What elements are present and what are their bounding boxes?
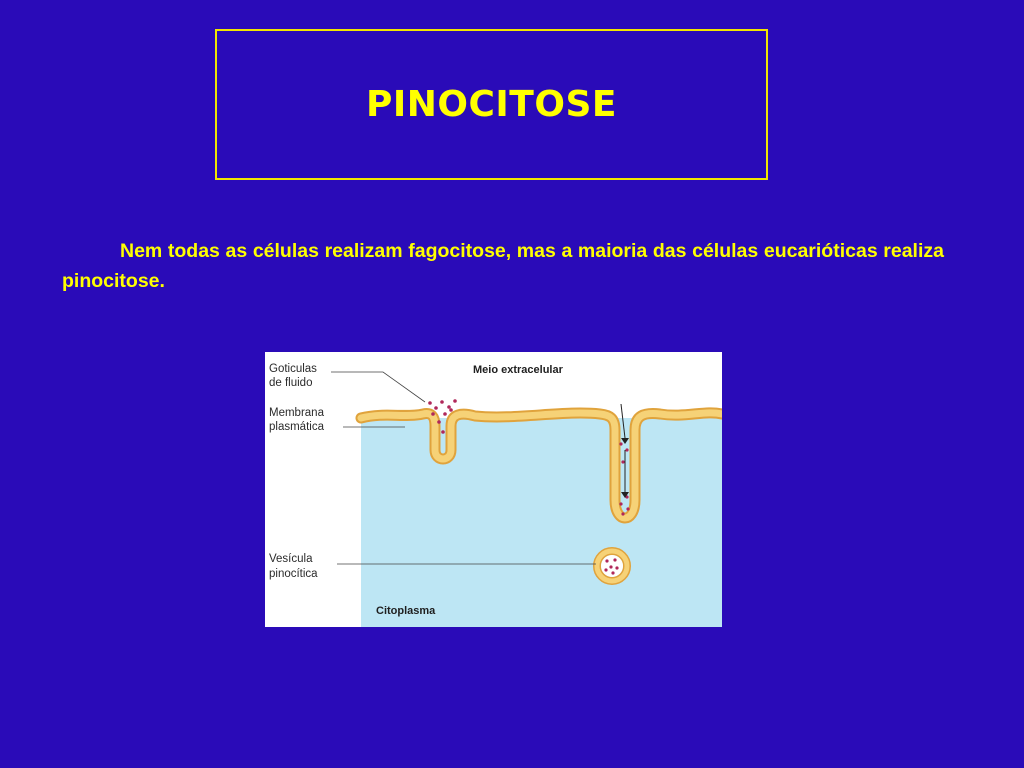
label-cytoplasm: Citoplasma: [376, 605, 436, 617]
pinocytosis-diagram: [265, 352, 722, 627]
cytoplasm-area: [361, 418, 722, 627]
label-droplets-2: de fluido: [269, 377, 313, 389]
title-box: [215, 29, 768, 180]
label-membrane-1: Membrana: [269, 407, 324, 419]
label-droplets-1: Goticulas: [269, 363, 317, 375]
label-vesicle-1: Vesícula: [269, 553, 313, 565]
label-extracellular: Meio extracelular: [473, 364, 563, 376]
slide-paragraph: Nem todas as células realizam fagocitose, mas a maioria das células eucarióticas realiza pinocitose.: [62, 240, 944, 292]
pinocytosis-illustration: [265, 352, 722, 627]
label-vesicle-2: pinocítica: [269, 568, 318, 580]
pinocytic-vesicle: [597, 551, 627, 581]
slide-title: PINOCITOSE: [365, 84, 617, 125]
label-membrane-2: plasmática: [269, 421, 324, 433]
